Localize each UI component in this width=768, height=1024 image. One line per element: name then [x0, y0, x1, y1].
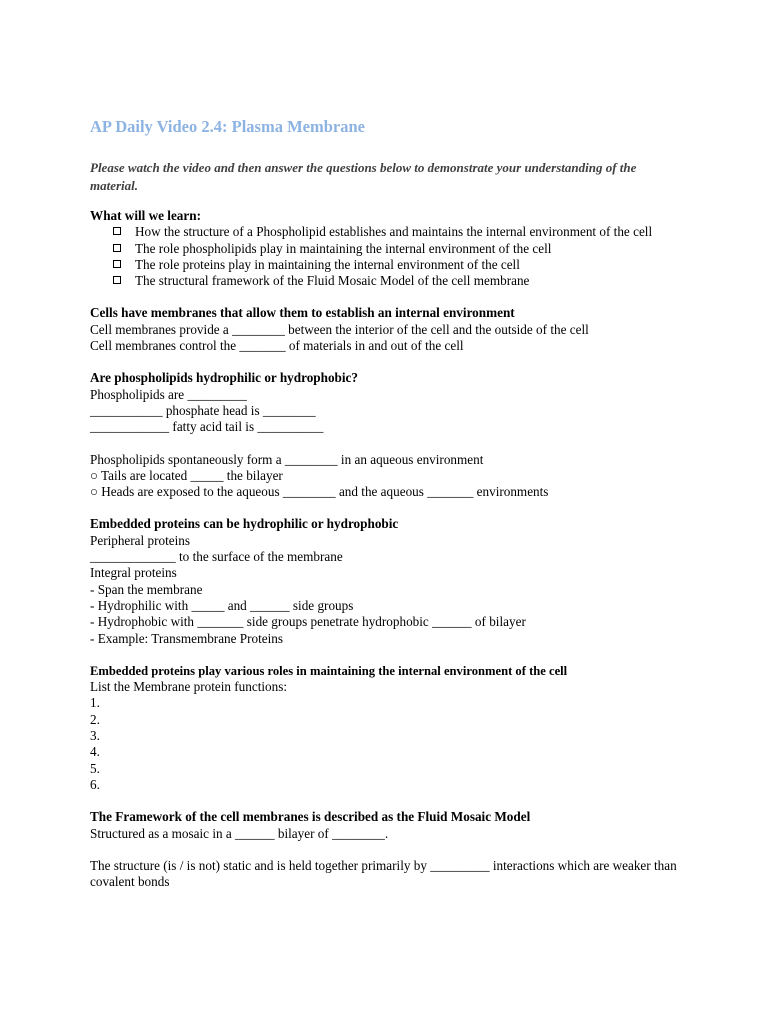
membranes-heading: Cells have membranes that allow them to establish an internal environment	[90, 305, 515, 321]
framework-heading: The Framework of the cell membranes is described as the Fluid Mosaic Model	[90, 809, 531, 825]
embedded-line: - Span the membrane	[90, 581, 203, 597]
bilayer-line: ○ Heads are exposed to the aqueous ________ and the aqueous _______ environments	[90, 484, 549, 500]
worksheet-content	[90, 117, 690, 890]
membranes-line: Cell membranes provide a ________ between the interior of the cell and the outside of the cell	[90, 321, 589, 337]
framework-paragraph: The structure (is / is not) static and is held together primarily by _________ interactions which are weaker than covalent bonds	[90, 857, 677, 890]
roles-line: List the Membrane protein functions:	[90, 679, 288, 695]
phospholipids-line: ___________ phosphate head is ________	[90, 402, 316, 418]
checkbox-icon[interactable]	[113, 276, 121, 284]
function-item: 2.	[90, 711, 100, 727]
embedded-line: _____________ to the surface of the membrane	[90, 549, 343, 565]
framework-line: Structured as a mosaic in a ______ bilayer of ________.	[90, 825, 389, 841]
learn-heading: What will we learn:	[90, 208, 201, 223]
embedded-heading: Embedded proteins can be hydrophilic or hydrophobic	[90, 516, 399, 532]
roles-heading: Embedded proteins play various roles in maintaining the internal environment of the cell	[90, 663, 568, 678]
page-title: AP Daily Video 2.4: Plasma Membrane	[90, 117, 365, 136]
embedded-line: Integral proteins	[90, 565, 177, 581]
checkbox-icon[interactable]	[113, 227, 121, 235]
phospholipids-heading: Are phospholipids hydrophilic or hydrophobic?	[90, 370, 358, 386]
phospholipids-line: ____________ fatty acid tail is __________	[90, 419, 324, 435]
function-item: 4.	[90, 744, 100, 760]
function-item: 6.	[90, 776, 100, 792]
embedded-line: - Hydrophilic with _____ and ______ side groups	[90, 597, 354, 613]
phospholipids-line: Phospholipids are _________	[90, 386, 247, 402]
bilayer-line: ○ Tails are located _____ the bilayer	[90, 467, 283, 483]
function-item: 3.	[90, 728, 100, 744]
intro-instructions: Please watch the video and then answer the questions below to demonstrate your understanding of the material.	[90, 160, 637, 193]
checkbox-icon[interactable]	[113, 260, 121, 268]
learn-item: The structural framework of the Fluid Mosaic Model of the cell membrane	[90, 273, 690, 289]
bilayer-line: Phospholipids spontaneously form a ________ in an aqueous environment	[90, 451, 484, 467]
learn-item: How the structure of a Phospholipid establishes and maintains the internal environment of the cell	[90, 224, 690, 240]
embedded-line: Peripheral proteins	[90, 532, 190, 548]
membranes-line: Cell membranes control the _______ of materials in and out of the cell	[90, 338, 464, 354]
learn-item: The role proteins play in maintaining the internal environment of the cell	[90, 257, 690, 273]
function-item: 5.	[90, 760, 100, 776]
function-item: 1.	[90, 695, 100, 711]
embedded-line: - Hydrophobic with _______ side groups penetrate hydrophobic ______ of bilayer	[90, 614, 526, 630]
learn-checklist	[90, 224, 690, 289]
embedded-line: - Example: Transmembrane Proteins	[90, 630, 284, 646]
checkbox-icon[interactable]	[113, 244, 121, 252]
learn-item: The role phospholipids play in maintaining the internal environment of the cell	[90, 241, 690, 257]
